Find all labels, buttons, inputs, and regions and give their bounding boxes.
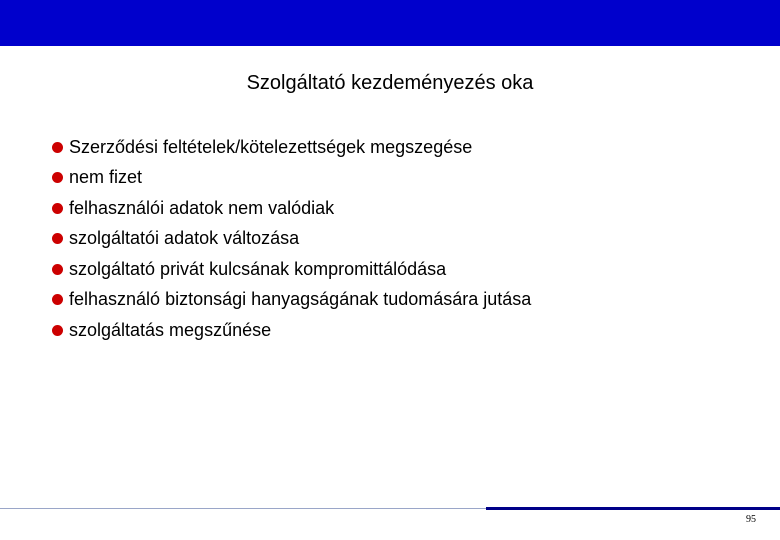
header-band — [0, 0, 780, 46]
list-item-label: felhasználó biztonsági hanyagságának tudomására jutása — [69, 289, 532, 310]
bullet-dot-icon — [52, 294, 63, 305]
list-item-label: Szerződési feltételek/kötelezettségek megszegése — [69, 136, 473, 157]
list-item-label: szolgáltató privát kulcsának kompromittálódása — [69, 258, 447, 279]
list-item — [52, 132, 531, 163]
list-item — [52, 254, 531, 285]
list-item-label: felhasználói adatok nem valódiak — [69, 197, 335, 218]
list-item — [52, 315, 531, 346]
footer-divider-thick — [486, 507, 780, 510]
slide-title: Szolgáltató kezdeményezés oka — [246, 72, 534, 94]
bullet-dot-icon — [52, 172, 63, 183]
list-item-label: szolgáltatói adatok változása — [69, 228, 300, 249]
list-item-label: szolgáltatás megszűnése — [69, 319, 272, 340]
page-number: 95 — [746, 514, 756, 525]
list-item — [52, 224, 531, 255]
list-item — [52, 163, 531, 194]
bullet-dot-icon — [52, 203, 63, 214]
footer-divider-thin — [0, 508, 488, 509]
list-item — [52, 193, 531, 224]
bullet-dot-icon — [52, 142, 63, 153]
bullet-dot-icon — [52, 325, 63, 336]
bullet-dot-icon — [52, 233, 63, 244]
list-item-label: nem fizet — [69, 167, 143, 188]
bullet-list — [52, 132, 531, 346]
list-item — [52, 285, 531, 316]
bullet-dot-icon — [52, 264, 63, 275]
